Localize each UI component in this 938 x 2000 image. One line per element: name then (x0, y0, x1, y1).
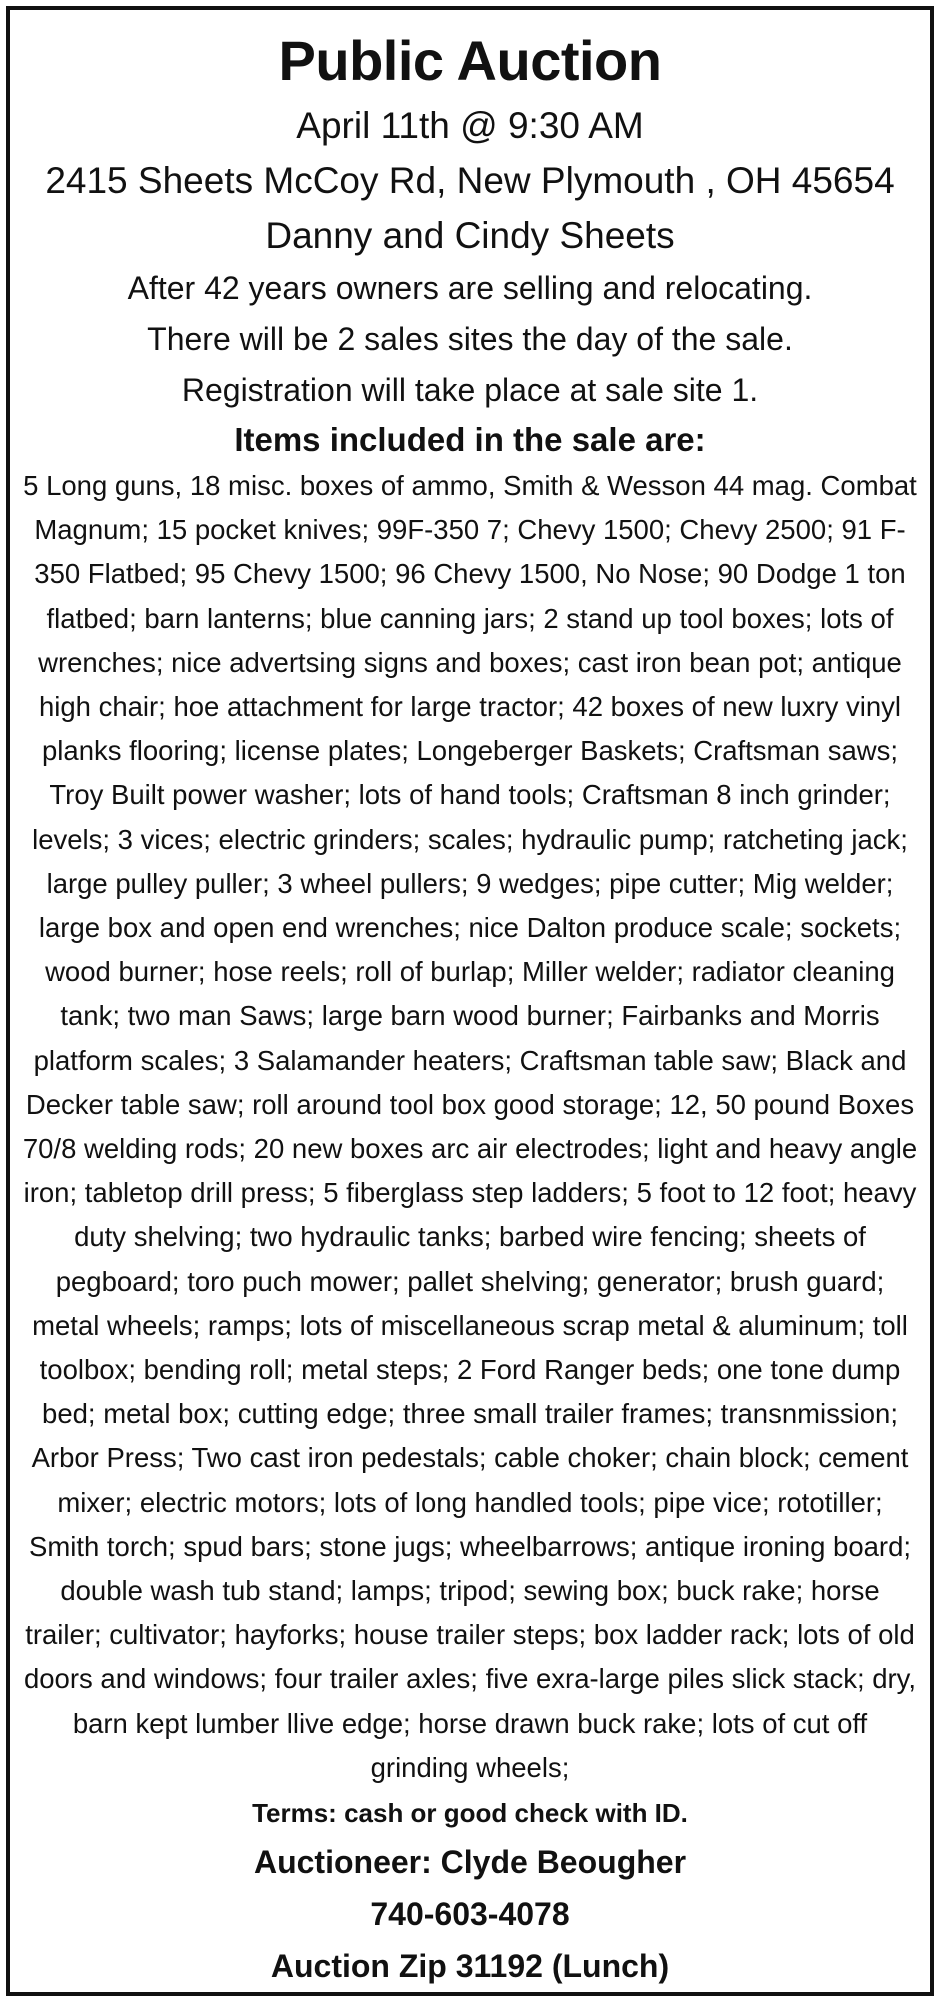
auction-ad-frame (6, 6, 934, 1996)
auction-zip: Auction Zip 31192 (Lunch) (270, 1948, 670, 1985)
page-title: Public Auction (278, 29, 662, 92)
auction-date-time: April 11th @ 9:30 AM (296, 105, 644, 146)
auction-address: 2415 Sheets McCoy Rd, New Plymouth , OH 45654 (45, 160, 895, 201)
auctioneer-name: Auctioneer: Clyde Beougher (253, 1844, 687, 1881)
items-heading: Items included in the sale are: (234, 421, 706, 458)
auction-owners: Danny and Cindy Sheets (265, 215, 675, 256)
intro-line-registration: Registration will take place at sale site 1. (181, 372, 759, 408)
auctioneer-phone: 740-603-4078 (370, 1896, 570, 1933)
intro-line-relocating: After 42 years owners are selling and relocating. (127, 270, 813, 306)
terms-text: Terms: cash or good check with ID. (252, 1798, 688, 1829)
intro-line-sale-sites: There will be 2 sales sites the day of the sale. (147, 321, 793, 357)
auction-ad-content (10, 24, 930, 1992)
items-list-text: 5 Long guns, 18 misc. boxes of ammo, Smith & Wesson 44 mag. Combat Magnum; 15 pocket knives; 99F-350 7; Chevy 1500; Chevy 2500; 91 F-350 Flatbed; 95 Chevy 1500; 96 Chevy 1500, No Nose; 90 Dodge 1 ton flatbed; barn lanterns; blue canning jars; 2 stand up tool boxes; lots of wrenches; nice advertsing signs and boxes; cast iron bean pot; antique high chair; hoe attachment for large tractor; 42 boxes of new luxry vinyl planks flooring; license plates; Longeberger Baskets; Craftsman saws; Troy Built power washer; lots of hand tools; Craftsman 8 inch grinder; levels; 3 vices; electric grinders; scales; hydraulic pump; ratcheting jack; large pulley puller; 3 wheel pullers; 9 wedges; pipe cutter; Mig welder; large box and open end wrenches; nice Dalton produce scale; sockets; wood burner; hose reels; roll of burlap; Miller welder; radiator cleaning tank; two man Saws; large barn wood burner; Fairbanks and Morris platform scales; 3 Salamander heaters; Craftsman table saw; Black and Decker table saw; roll around tool box good storage; 12, 50 pound Boxes 70/8 welding rods; 20 new boxes arc air electrodes; light and heavy angle iron; tabletop drill press; 5 fiberglass step ladders; 5 foot to 12 foot; heavy duty shelving; two hydraulic tanks; barbed wire fencing; sheets of pegboard; toro puch mower; pallet shelving; generator; brush guard; metal wheels; ramps; lots of miscellaneous scrap metal & aluminum; toll toolbox; bending roll; metal steps; 2 Ford Ranger beds; one tone dump bed; metal box; cutting edge; three small trailer frames; transnmission; Arbor Press; Two cast iron pedestals; cable choker; chain block; cement mixer; electric motors; lots of long handled tools; pipe vice; rototiller; Smith torch; spud bars; stone jugs; wheelbarrows; antique ironing board; double wash tub stand; lamps; tripod; sewing box; buck rake; horse trailer; cultivator; hayforks; house trailer steps; box ladder rack; lots of old doors and windows; four trailer axles; five exra-large piles slick stack; dry, barn kept lumber llive edge; horse drawn buck rake; lots of cut off grinding wheels; (22, 470, 918, 1783)
